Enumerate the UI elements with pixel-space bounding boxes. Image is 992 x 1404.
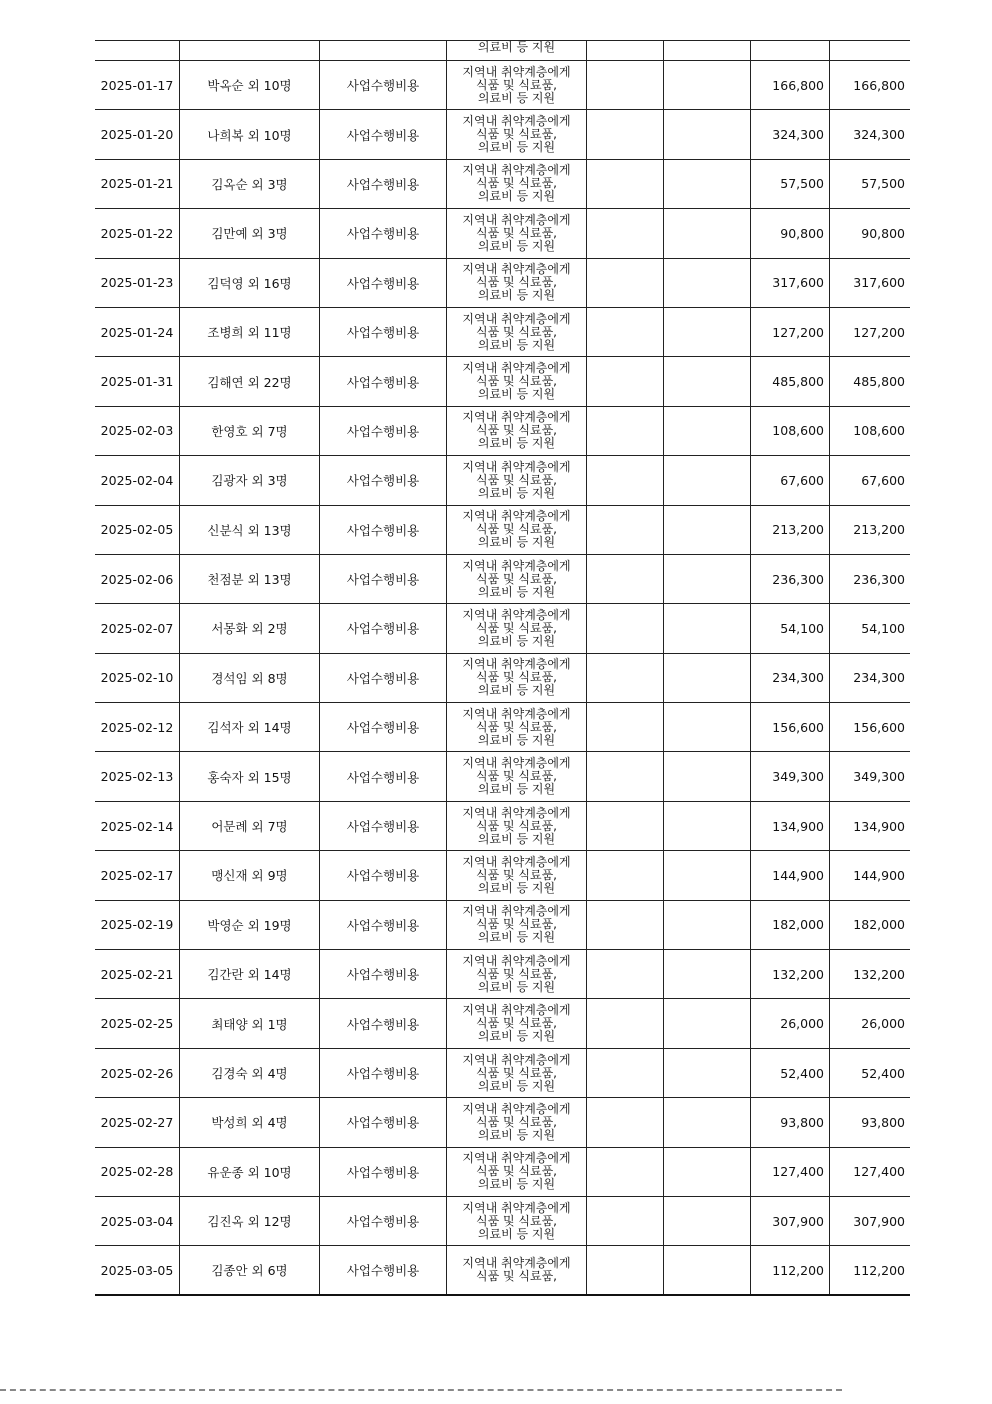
recipient-cell: 조병희 외 11명 bbox=[180, 308, 320, 356]
blank-cell bbox=[664, 506, 751, 554]
category-cell: 사업수행비용 bbox=[320, 604, 447, 652]
blank-cell bbox=[664, 901, 751, 949]
table-row bbox=[95, 160, 910, 209]
blank-cell bbox=[587, 259, 664, 307]
blank-cell bbox=[664, 407, 751, 455]
category-cell: 사업수행비용 bbox=[320, 506, 447, 554]
purpose-cell: 지역내 취약계층에게 식품 및 식료품, 의료비 등 지원 bbox=[447, 654, 587, 702]
blank-cell bbox=[664, 703, 751, 751]
recipient-cell: 서몽화 외 2명 bbox=[180, 604, 320, 652]
table-row bbox=[95, 1098, 910, 1147]
table-row bbox=[95, 654, 910, 703]
amount-cell: 236,300 bbox=[751, 555, 830, 603]
table-row bbox=[95, 703, 910, 752]
table-row bbox=[95, 506, 910, 555]
blank-cell bbox=[664, 357, 751, 405]
recipient-cell: 김간란 외 14명 bbox=[180, 950, 320, 998]
category-cell: 사업수행비용 bbox=[320, 901, 447, 949]
blank-cell bbox=[587, 61, 664, 109]
blank-cell bbox=[587, 1246, 664, 1293]
blank-cell bbox=[664, 851, 751, 899]
category-cell: 사업수행비용 bbox=[320, 703, 447, 751]
category-cell: 사업수행비용 bbox=[320, 357, 447, 405]
date-cell bbox=[95, 41, 180, 60]
blank-cell bbox=[587, 456, 664, 504]
blank-cell bbox=[664, 160, 751, 208]
recipient-cell: 김진옥 외 12명 bbox=[180, 1197, 320, 1245]
total-cell: 127,400 bbox=[853, 1164, 905, 1180]
table-body bbox=[95, 61, 910, 1296]
total-cell: 317,600 bbox=[853, 275, 905, 291]
amount-cell: 166,800 bbox=[751, 61, 830, 109]
amount-cell: 54,100 bbox=[751, 604, 830, 652]
amount-cell bbox=[751, 41, 830, 60]
blank-cell bbox=[587, 752, 664, 800]
total-cell: 67,600 bbox=[861, 472, 905, 488]
blank-cell bbox=[664, 654, 751, 702]
blank-cell bbox=[664, 456, 751, 504]
table-row bbox=[95, 999, 910, 1048]
amount-cell: 144,900 bbox=[751, 851, 830, 899]
table-row-continued bbox=[95, 40, 910, 61]
category-cell: 사업수행비용 bbox=[320, 209, 447, 257]
purpose-cell: 의료비 등 지원 bbox=[447, 41, 587, 60]
total-cell: 307,900 bbox=[853, 1213, 905, 1229]
blank-cell bbox=[587, 160, 664, 208]
amount-cell: 93,800 bbox=[751, 1098, 830, 1146]
blank-cell bbox=[587, 110, 664, 158]
purpose-cell: 지역내 취약계층에게 식품 및 식료품, 의료비 등 지원 bbox=[447, 802, 587, 850]
category-cell: 사업수행비용 bbox=[320, 1246, 447, 1293]
recipient-cell: 경석임 외 8명 bbox=[180, 654, 320, 702]
category-cell bbox=[320, 41, 447, 60]
amount-cell: 134,900 bbox=[751, 802, 830, 850]
recipient-cell: 박성희 외 4명 bbox=[180, 1098, 320, 1146]
amount-cell: 127,400 bbox=[751, 1148, 830, 1196]
recipient-cell: 김광자 외 3명 bbox=[180, 456, 320, 504]
date-cell: 2025-02-25 bbox=[95, 999, 180, 1047]
date-cell: 2025-01-21 bbox=[95, 160, 180, 208]
blank-cell bbox=[664, 110, 751, 158]
table-row bbox=[95, 308, 910, 357]
purpose-cell: 지역내 취약계층에게 식품 및 식료품, bbox=[447, 1246, 587, 1293]
category-cell: 사업수행비용 bbox=[320, 407, 447, 455]
table-row bbox=[95, 851, 910, 900]
blank-cell bbox=[587, 407, 664, 455]
recipient-cell: 유운종 외 10명 bbox=[180, 1148, 320, 1196]
blank-cell bbox=[587, 901, 664, 949]
recipient-cell: 김덕영 외 16명 bbox=[180, 259, 320, 307]
blank-cell bbox=[587, 1098, 664, 1146]
blank-cell bbox=[587, 802, 664, 850]
category-cell: 사업수행비용 bbox=[320, 654, 447, 702]
blank-cell bbox=[664, 1098, 751, 1146]
date-cell: 2025-01-20 bbox=[95, 110, 180, 158]
blank-cell bbox=[664, 1246, 751, 1293]
table-row bbox=[95, 1197, 910, 1246]
purpose-cell: 지역내 취약계층에게 식품 및 식료품, 의료비 등 지원 bbox=[447, 407, 587, 455]
total-cell: 93,800 bbox=[861, 1114, 905, 1130]
total-cell: 166,800 bbox=[853, 77, 905, 93]
recipient-cell: 김옥순 외 3명 bbox=[180, 160, 320, 208]
total-cell: 485,800 bbox=[853, 374, 905, 390]
category-cell: 사업수행비용 bbox=[320, 851, 447, 899]
table-row bbox=[95, 209, 910, 258]
total-cell: 134,900 bbox=[853, 818, 905, 834]
category-cell: 사업수행비용 bbox=[320, 950, 447, 998]
date-cell: 2025-02-13 bbox=[95, 752, 180, 800]
amount-cell: 349,300 bbox=[751, 752, 830, 800]
table-row bbox=[95, 901, 910, 950]
recipient-cell: 어문례 외 7명 bbox=[180, 802, 320, 850]
total-cell: 144,900 bbox=[853, 867, 905, 883]
date-cell: 2025-03-04 bbox=[95, 1197, 180, 1245]
purpose-cell: 지역내 취약계층에게 식품 및 식료품, 의료비 등 지원 bbox=[447, 357, 587, 405]
amount-cell: 132,200 bbox=[751, 950, 830, 998]
purpose-cell: 지역내 취약계층에게 식품 및 식료품, 의료비 등 지원 bbox=[447, 703, 587, 751]
recipient-cell: 박옥순 외 10명 bbox=[180, 61, 320, 109]
blank-cell bbox=[587, 950, 664, 998]
category-cell: 사업수행비용 bbox=[320, 61, 447, 109]
date-cell: 2025-02-12 bbox=[95, 703, 180, 751]
blank-cell bbox=[664, 308, 751, 356]
total-cell: 156,600 bbox=[853, 719, 905, 735]
purpose-cell: 지역내 취약계층에게 식품 및 식료품, 의료비 등 지원 bbox=[447, 950, 587, 998]
table-row bbox=[95, 950, 910, 999]
blank-cell bbox=[587, 851, 664, 899]
total-cell: 112,200 bbox=[853, 1262, 905, 1278]
purpose-cell: 지역내 취약계층에게 식품 및 식료품, 의료비 등 지원 bbox=[447, 160, 587, 208]
total-cell: 234,300 bbox=[853, 670, 905, 686]
blank-cell bbox=[587, 1148, 664, 1196]
table-row bbox=[95, 604, 910, 653]
amount-cell: 307,900 bbox=[751, 1197, 830, 1245]
blank-cell bbox=[664, 61, 751, 109]
purpose-cell: 지역내 취약계층에게 식품 및 식료품, 의료비 등 지원 bbox=[447, 61, 587, 109]
blank-cell bbox=[587, 1197, 664, 1245]
date-cell: 2025-02-28 bbox=[95, 1148, 180, 1196]
blank-cell bbox=[587, 357, 664, 405]
table-row bbox=[95, 1049, 910, 1098]
table-row bbox=[95, 357, 910, 406]
recipient-cell: 김해연 외 22명 bbox=[180, 357, 320, 405]
table-row bbox=[95, 456, 910, 505]
date-cell: 2025-02-14 bbox=[95, 802, 180, 850]
total-cell: 213,200 bbox=[853, 522, 905, 538]
blank-cell bbox=[664, 1197, 751, 1245]
category-cell: 사업수행비용 bbox=[320, 160, 447, 208]
amount-cell: 57,500 bbox=[751, 160, 830, 208]
amount-cell: 324,300 bbox=[751, 110, 830, 158]
table-row bbox=[95, 555, 910, 604]
purpose-cell: 지역내 취약계층에게 식품 및 식료품, 의료비 등 지원 bbox=[447, 110, 587, 158]
expense-ledger-table bbox=[95, 40, 910, 1296]
purpose-cell: 지역내 취약계층에게 식품 및 식료품, 의료비 등 지원 bbox=[447, 851, 587, 899]
table-row bbox=[95, 61, 910, 110]
blank-cell bbox=[664, 604, 751, 652]
total-cell: 54,100 bbox=[861, 620, 905, 636]
purpose-cell: 지역내 취약계층에게 식품 및 식료품, 의료비 등 지원 bbox=[447, 1049, 587, 1097]
total-cell: 26,000 bbox=[861, 1016, 905, 1032]
blank-cell bbox=[587, 41, 664, 60]
amount-cell: 127,200 bbox=[751, 308, 830, 356]
blank-cell bbox=[664, 1049, 751, 1097]
recipient-cell: 맹신재 외 9명 bbox=[180, 851, 320, 899]
recipient-cell: 나희복 외 10명 bbox=[180, 110, 320, 158]
blank-cell bbox=[664, 41, 751, 60]
table-row bbox=[95, 259, 910, 308]
blank-cell bbox=[587, 308, 664, 356]
recipient-cell: 한영호 외 7명 bbox=[180, 407, 320, 455]
date-cell: 2025-02-19 bbox=[95, 901, 180, 949]
total-cell: 132,200 bbox=[853, 966, 905, 982]
blank-cell bbox=[664, 752, 751, 800]
table-row bbox=[95, 752, 910, 801]
date-cell: 2025-01-23 bbox=[95, 259, 180, 307]
category-cell: 사업수행비용 bbox=[320, 999, 447, 1047]
table-row bbox=[95, 407, 910, 456]
category-cell: 사업수행비용 bbox=[320, 555, 447, 603]
category-cell: 사업수행비용 bbox=[320, 1148, 447, 1196]
category-cell: 사업수행비용 bbox=[320, 802, 447, 850]
date-cell: 2025-02-21 bbox=[95, 950, 180, 998]
recipient-cell bbox=[180, 41, 320, 60]
table-row bbox=[95, 802, 910, 851]
blank-cell bbox=[587, 209, 664, 257]
date-cell: 2025-01-22 bbox=[95, 209, 180, 257]
total-cell: 52,400 bbox=[861, 1065, 905, 1081]
recipient-cell: 천점분 외 13명 bbox=[180, 555, 320, 603]
total-cell: 236,300 bbox=[853, 571, 905, 587]
amount-cell: 112,200 bbox=[751, 1246, 830, 1293]
date-cell: 2025-02-06 bbox=[95, 555, 180, 603]
date-cell: 2025-01-17 bbox=[95, 61, 180, 109]
blank-cell bbox=[587, 506, 664, 554]
category-cell: 사업수행비용 bbox=[320, 259, 447, 307]
purpose-cell: 지역내 취약계층에게 식품 및 식료품, 의료비 등 지원 bbox=[447, 604, 587, 652]
category-cell: 사업수행비용 bbox=[320, 456, 447, 504]
blank-cell bbox=[664, 1148, 751, 1196]
date-cell: 2025-02-17 bbox=[95, 851, 180, 899]
recipient-cell: 김석자 외 14명 bbox=[180, 703, 320, 751]
purpose-cell: 지역내 취약계층에게 식품 및 식료품, 의료비 등 지원 bbox=[447, 752, 587, 800]
amount-cell: 485,800 bbox=[751, 357, 830, 405]
purpose-cell: 지역내 취약계층에게 식품 및 식료품, 의료비 등 지원 bbox=[447, 506, 587, 554]
category-cell: 사업수행비용 bbox=[320, 1197, 447, 1245]
recipient-cell: 김만예 외 3명 bbox=[180, 209, 320, 257]
total-cell: 108,600 bbox=[853, 423, 905, 439]
blank-cell bbox=[664, 999, 751, 1047]
table-row bbox=[95, 110, 910, 159]
purpose-cell: 지역내 취약계층에게 식품 및 식료품, 의료비 등 지원 bbox=[447, 456, 587, 504]
amount-cell: 108,600 bbox=[751, 407, 830, 455]
table-row bbox=[95, 1148, 910, 1197]
date-cell: 2025-02-07 bbox=[95, 604, 180, 652]
date-cell: 2025-03-05 bbox=[95, 1246, 180, 1293]
amount-cell: 26,000 bbox=[751, 999, 830, 1047]
date-cell: 2025-02-05 bbox=[95, 506, 180, 554]
total-cell: 127,200 bbox=[853, 324, 905, 340]
recipient-cell: 김종안 외 6명 bbox=[180, 1246, 320, 1293]
total-cell bbox=[830, 41, 910, 60]
blank-cell bbox=[664, 259, 751, 307]
blank-cell bbox=[587, 1049, 664, 1097]
category-cell: 사업수행비용 bbox=[320, 752, 447, 800]
amount-cell: 317,600 bbox=[751, 259, 830, 307]
blank-cell bbox=[664, 802, 751, 850]
blank-cell bbox=[587, 604, 664, 652]
date-cell: 2025-02-27 bbox=[95, 1098, 180, 1146]
date-cell: 2025-02-03 bbox=[95, 407, 180, 455]
purpose-cell: 지역내 취약계층에게 식품 및 식료품, 의료비 등 지원 bbox=[447, 999, 587, 1047]
total-cell: 349,300 bbox=[853, 769, 905, 785]
amount-cell: 67,600 bbox=[751, 456, 830, 504]
total-cell: 182,000 bbox=[853, 917, 905, 933]
category-cell: 사업수행비용 bbox=[320, 1098, 447, 1146]
category-cell: 사업수행비용 bbox=[320, 308, 447, 356]
amount-cell: 156,600 bbox=[751, 703, 830, 751]
total-cell: 324,300 bbox=[853, 127, 905, 143]
category-cell: 사업수행비용 bbox=[320, 110, 447, 158]
purpose-cell: 지역내 취약계층에게 식품 및 식료품, 의료비 등 지원 bbox=[447, 259, 587, 307]
date-cell: 2025-02-10 bbox=[95, 654, 180, 702]
blank-cell bbox=[664, 950, 751, 998]
purpose-cell: 지역내 취약계층에게 식품 및 식료품, 의료비 등 지원 bbox=[447, 1148, 587, 1196]
purpose-cell: 지역내 취약계층에게 식품 및 식료품, 의료비 등 지원 bbox=[447, 1197, 587, 1245]
amount-cell: 90,800 bbox=[751, 209, 830, 257]
purpose-cell: 지역내 취약계층에게 식품 및 식료품, 의료비 등 지원 bbox=[447, 1098, 587, 1146]
recipient-cell: 최태양 외 1명 bbox=[180, 999, 320, 1047]
date-cell: 2025-02-04 bbox=[95, 456, 180, 504]
date-cell: 2025-01-24 bbox=[95, 308, 180, 356]
blank-cell bbox=[664, 555, 751, 603]
purpose-cell: 지역내 취약계층에게 식품 및 식료품, 의료비 등 지원 bbox=[447, 901, 587, 949]
total-cell: 57,500 bbox=[861, 176, 905, 192]
total-cell: 90,800 bbox=[861, 225, 905, 241]
amount-cell: 52,400 bbox=[751, 1049, 830, 1097]
blank-cell bbox=[587, 703, 664, 751]
recipient-cell: 신분식 외 13명 bbox=[180, 506, 320, 554]
purpose-cell: 지역내 취약계층에게 식품 및 식료품, 의료비 등 지원 bbox=[447, 308, 587, 356]
recipient-cell: 홍숙자 외 15명 bbox=[180, 752, 320, 800]
purpose-cell: 지역내 취약계층에게 식품 및 식료품, 의료비 등 지원 bbox=[447, 555, 587, 603]
blank-cell bbox=[664, 209, 751, 257]
date-cell: 2025-01-31 bbox=[95, 357, 180, 405]
blank-cell bbox=[587, 654, 664, 702]
amount-cell: 213,200 bbox=[751, 506, 830, 554]
recipient-cell: 김경숙 외 4명 bbox=[180, 1049, 320, 1097]
table-row bbox=[95, 1246, 910, 1295]
category-cell: 사업수행비용 bbox=[320, 1049, 447, 1097]
page-footer-divider bbox=[0, 1389, 842, 1391]
purpose-cell: 지역내 취약계층에게 식품 및 식료품, 의료비 등 지원 bbox=[447, 209, 587, 257]
date-cell: 2025-02-26 bbox=[95, 1049, 180, 1097]
blank-cell bbox=[587, 999, 664, 1047]
recipient-cell: 박영순 외 19명 bbox=[180, 901, 320, 949]
amount-cell: 182,000 bbox=[751, 901, 830, 949]
blank-cell bbox=[587, 555, 664, 603]
amount-cell: 234,300 bbox=[751, 654, 830, 702]
